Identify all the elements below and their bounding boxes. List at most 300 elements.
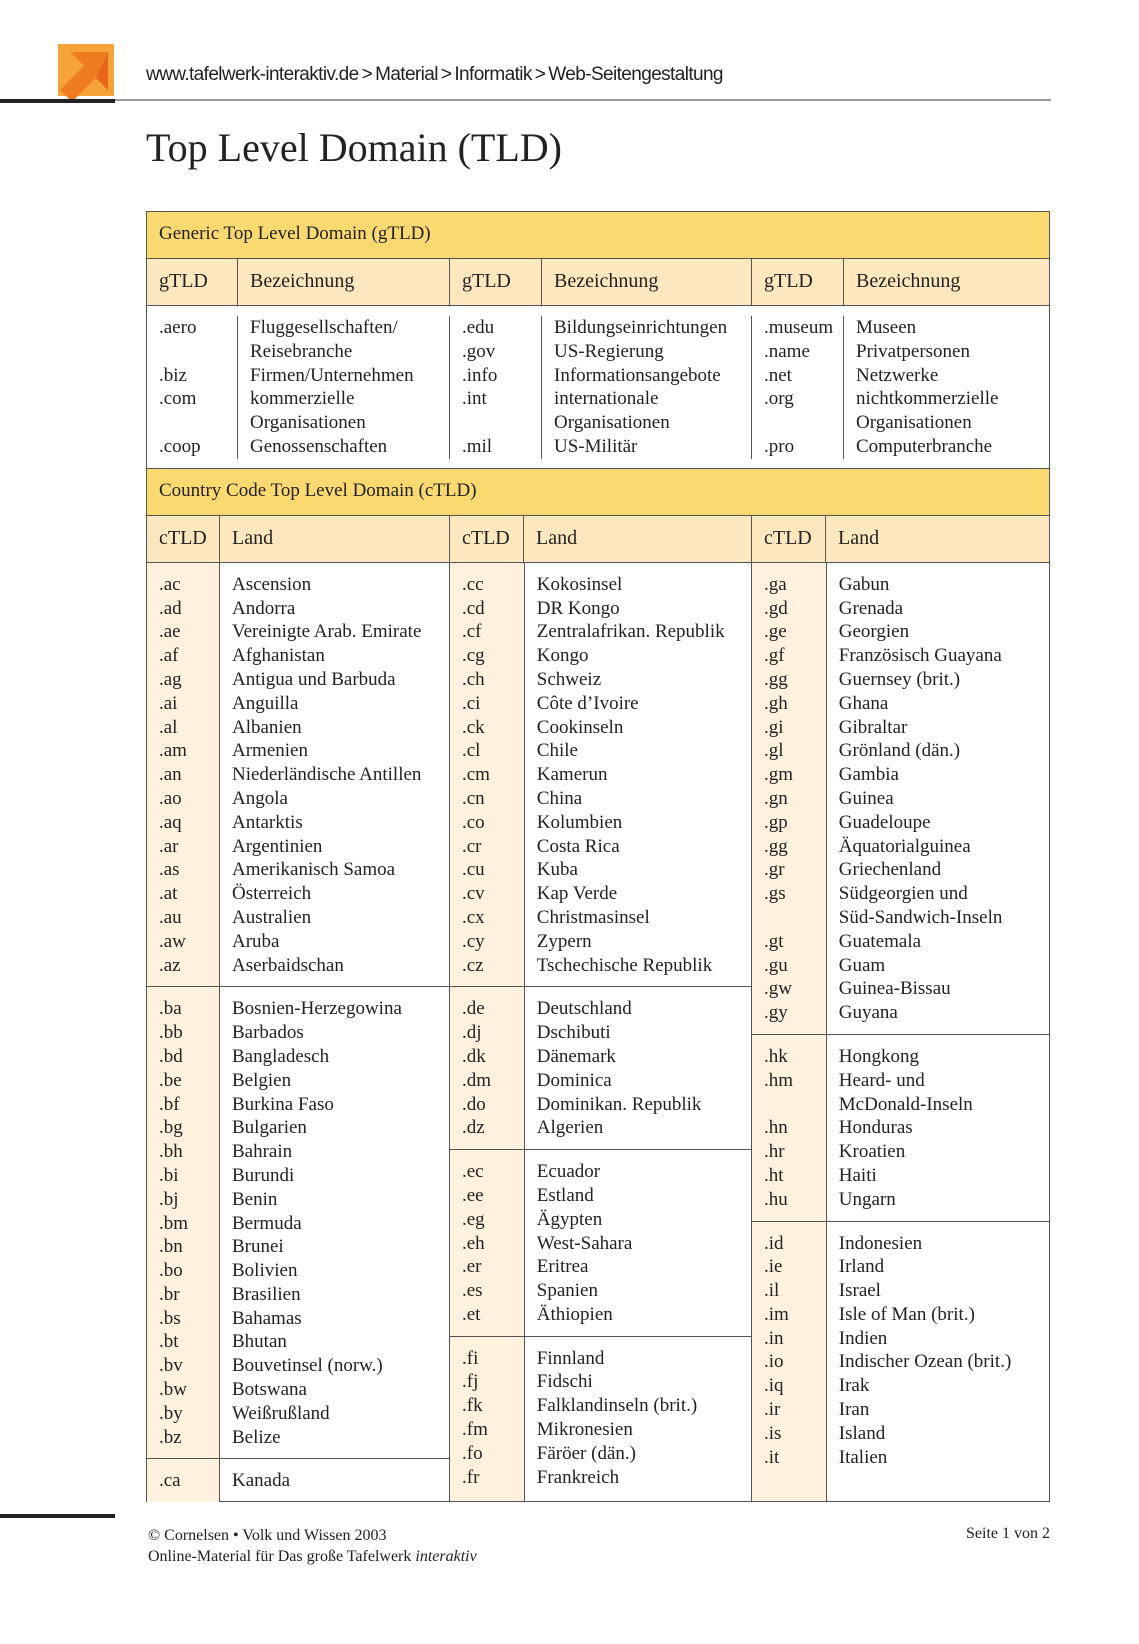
ctld-country: DR Kongo [536, 597, 620, 619]
ctld-code: .fo [462, 1442, 483, 1464]
ctld-country: Gibraltar [838, 716, 908, 738]
ctld-code: .fr [462, 1466, 480, 1488]
gtld-code: .com [159, 388, 197, 410]
gtld-section-header: Generic Top Level Domain (gTLD) [147, 212, 1049, 259]
gtld-description: nichtkommerzielle [856, 388, 999, 410]
ctld-country: West-Sahara [536, 1232, 633, 1254]
ctld-code: .bi [159, 1164, 179, 1186]
ctld-country: Italien [838, 1446, 888, 1468]
ctld-code: .io [764, 1351, 784, 1373]
gtld-code: .aero [159, 317, 197, 338]
ctld-code: .ai [159, 692, 178, 714]
page-number: Seite 1 von 2 [966, 1525, 1050, 1542]
ctld-code: .dz [462, 1117, 485, 1139]
ctld-code: .ao [159, 787, 182, 809]
gtld-description: Reisebranche [250, 340, 353, 362]
ctld-code: .ar [159, 835, 179, 857]
ctld-code: .bv [159, 1355, 183, 1377]
ctld-country: Anguilla [232, 692, 299, 714]
ctld-code: .do [462, 1093, 486, 1115]
ctld-code: .an [159, 764, 182, 786]
breadcrumb-informatik[interactable]: Informatik [454, 64, 532, 85]
gtld-code-cell [751, 316, 843, 459]
ctld-code: .cz [462, 954, 484, 976]
ctld-code: .cu [462, 859, 485, 881]
ctld-country: Grenada [838, 597, 904, 619]
ctld-code: .at [159, 883, 178, 905]
ctld-code: .br [159, 1283, 180, 1305]
ctld-country: Guinea [838, 787, 894, 809]
ctld-country: Bahamas [232, 1307, 302, 1329]
ctld-letter-group [147, 986, 449, 1458]
ctld-code-cell [752, 1035, 826, 1221]
ctld-code: .bj [159, 1188, 179, 1210]
ctld-code: .ci [462, 692, 481, 714]
ctld-code: .dj [462, 1022, 482, 1044]
ctld-letter-group [147, 563, 449, 987]
ctld-country: Südgeorgien und [838, 883, 968, 905]
ctld-country: Barbados [232, 1022, 304, 1044]
ctld-country: Kuba [536, 859, 578, 881]
ctld-code-cell [147, 563, 219, 987]
ctld-code: .gt [764, 930, 784, 952]
ctld-country: Deutschland [536, 998, 632, 1020]
gtld-name-cell [237, 316, 449, 459]
ctld-country: Australien [232, 906, 312, 928]
ctld-country: Belgien [232, 1069, 292, 1091]
ctld-country: Angola [232, 787, 288, 809]
gtld-code: .org [764, 388, 794, 410]
footer-interaktiv: interaktiv [415, 1548, 477, 1565]
ctld-code: .im [764, 1303, 789, 1325]
ctld-code-cell [450, 987, 524, 1149]
ctld-code: .ch [462, 668, 485, 690]
ctld-body [147, 563, 1049, 1501]
ctld-country: Guyana [838, 1002, 898, 1024]
ctld-code: .er [462, 1256, 482, 1278]
ctld-country: Bulgarien [232, 1117, 307, 1139]
ctld-country: Ghana [838, 692, 889, 714]
ctld-country: Äthiopien [536, 1303, 613, 1325]
ctld-country: Bahrain [232, 1141, 293, 1163]
ctld-country: Benin [232, 1188, 278, 1210]
ctld-code: .cd [462, 597, 485, 619]
gtld-name-header: Bezeichnung [541, 259, 751, 305]
ctld-code: .aq [159, 811, 182, 833]
ctld-letter-group [450, 563, 751, 987]
ctld-country: Ascension [232, 573, 312, 595]
ctld-code: .ht [764, 1164, 784, 1186]
ctld-code: .gu [764, 954, 788, 976]
ctld-country: Isle of Man (brit.) [838, 1303, 975, 1325]
ctld-country: Israel [838, 1280, 881, 1302]
ctld-code: .ie [764, 1256, 783, 1278]
ctld-code: .hk [764, 1045, 788, 1067]
ctld-code: .ac [159, 573, 181, 595]
ctld-code: .gh [764, 692, 788, 714]
gtld-code: .museum [764, 317, 834, 338]
ctld-country: Amerikanisch Samoa [232, 859, 396, 881]
ctld-code-header: cTLD [159, 526, 207, 549]
ctld-name-header: Land [523, 516, 751, 562]
ctld-country: Kongo [536, 645, 589, 667]
ctld-country: Botswana [232, 1379, 307, 1401]
ctld-code: .ee [462, 1184, 484, 1206]
ctld-country: Dschibuti [536, 1022, 611, 1044]
ctld-country-cell [219, 563, 449, 987]
ctld-country: Bolivien [232, 1260, 298, 1282]
ctld-code: .aw [159, 930, 186, 952]
ctld-country: Estland [536, 1184, 594, 1206]
ctld-code-cell [147, 987, 219, 1458]
footer-online-material [148, 1546, 477, 1567]
ctld-code: .gl [764, 740, 784, 762]
gtld-description: US-Regierung [554, 340, 664, 362]
ctld-code: .dm [462, 1069, 492, 1091]
ctld-code: .cm [462, 764, 490, 786]
ctld-code: .gf [764, 645, 785, 667]
ctld-code: .gg [764, 668, 788, 690]
ctld-country: Antarktis [232, 811, 303, 833]
ctld-country: Iran [838, 1399, 870, 1421]
ctld-country: Kamerun [536, 764, 608, 786]
gtld-code [764, 411, 843, 435]
ctld-code: .de [462, 998, 485, 1020]
tld-table [146, 211, 1050, 1502]
gtld-description: Privatpersonen [856, 340, 970, 362]
ctld-code: .fi [462, 1347, 479, 1369]
breadcrumb-separator: > [440, 64, 452, 85]
gtld-description: Fluggesellschaften/ [250, 317, 398, 338]
ctld-country: Niederländische Antillen [232, 764, 422, 786]
ctld-code: .bt [159, 1331, 179, 1353]
footer-copyright: © Cornelsen • Volk und Wissen 2003 [148, 1527, 387, 1544]
ctld-country: Gabun [838, 573, 890, 595]
ctld-code: .bm [159, 1212, 189, 1234]
ctld-country: Guinea-Bissau [838, 978, 951, 1000]
ctld-code: .iq [764, 1375, 784, 1397]
ctld-code-cell [450, 563, 524, 987]
ctld-code: .cl [462, 740, 481, 762]
ctld-code: .cy [462, 930, 485, 952]
ctld-country: Côte d’Ivoire [536, 692, 639, 714]
ctld-code: .bs [159, 1307, 181, 1329]
ctld-country: Bermuda [232, 1212, 302, 1234]
ctld-letter-group [450, 986, 751, 1149]
ctld-code: .cg [462, 645, 485, 667]
gtld-code [159, 340, 237, 364]
gtld-description: Organisationen [856, 412, 972, 434]
gtld-description: Organisationen [250, 412, 366, 434]
ctld-code: .gs [764, 883, 786, 905]
ctld-country: Griechenland [838, 859, 942, 881]
ctld-code: .af [159, 645, 179, 667]
gtld-code: .net [764, 364, 792, 386]
ctld-country: Burkina Faso [232, 1093, 334, 1115]
ctld-country: Bhutan [232, 1331, 287, 1353]
ctld-code: .ae [159, 621, 181, 643]
ctld-code: .be [159, 1069, 182, 1091]
ctld-country: Irak [838, 1375, 870, 1397]
ctld-code [764, 1093, 826, 1117]
breadcrumb-material[interactable]: Material [375, 64, 438, 85]
ctld-code-cell [752, 1222, 826, 1501]
ctld-country: Ägypten [536, 1208, 603, 1230]
ctld-country: Brunei [232, 1236, 284, 1258]
ctld-country: Bosnien-Herzegowina [232, 998, 402, 1020]
breadcrumb-site[interactable]: www.tafelwerk-interaktiv.de [146, 64, 359, 85]
gtld-description: Firmen/Unternehmen [250, 364, 414, 386]
ctld-code: .id [764, 1232, 784, 1254]
ctld-code: .hr [764, 1141, 785, 1163]
ctld-country: Schweiz [536, 668, 602, 690]
gtld-code: .int [462, 388, 487, 410]
gtld-code: .biz [159, 364, 187, 386]
ctld-code: .bg [159, 1117, 183, 1139]
gtld-code: .info [462, 364, 498, 386]
ctld-section-header: Country Code Top Level Domain (cTLD) [147, 469, 1049, 516]
gtld-description: Computerbranche [856, 435, 993, 457]
ctld-country: Ungarn [838, 1188, 896, 1210]
ctld-code: .eg [462, 1208, 485, 1230]
ctld-country: Guatemala [838, 930, 922, 952]
ctld-country: Äquatorialguinea [838, 835, 971, 857]
ctld-code: .ag [159, 668, 182, 690]
footer-online-text: Online-Material für Das große Tafelwerk [148, 1548, 416, 1565]
ctld-code-cell [450, 1337, 524, 1501]
gtld-code: .mil [462, 435, 493, 457]
ctld-code: .ca [159, 1470, 181, 1492]
ctld-code: .ga [764, 573, 787, 595]
ctld-country: Weißrußland [232, 1402, 330, 1424]
ctld-code: .gn [764, 787, 788, 809]
ctld-code: .bz [159, 1426, 182, 1448]
ctld-country: Eritrea [536, 1256, 589, 1278]
ctld-country-cell [219, 1459, 449, 1502]
ctld-country: Tschechische Republik [536, 954, 713, 976]
ctld-country: Island [838, 1422, 886, 1444]
ctld-code-header: cTLD [751, 516, 825, 562]
gtld-code-header: gTLD [159, 270, 208, 292]
gtld-description: Organisationen [554, 412, 670, 434]
ctld-country: Kroatien [838, 1141, 906, 1163]
ctld-country: Finnland [536, 1347, 605, 1369]
ctld-letter-group [752, 1034, 1049, 1221]
ctld-code: .cc [462, 573, 484, 595]
gtld-code [159, 411, 237, 435]
ctld-code: .il [764, 1280, 780, 1302]
ctld-code: .dk [462, 1045, 486, 1067]
ctld-code: .az [159, 954, 181, 976]
gtld-description: Bildungseinrichtungen [554, 317, 728, 338]
gtld-name-header: Bezeichnung [237, 259, 449, 305]
ctld-country: Irland [838, 1256, 885, 1278]
ctld-code: .bd [159, 1045, 183, 1067]
gtld-column-headers [147, 259, 1049, 306]
tafelwerk-logo-icon [56, 44, 116, 104]
ctld-country-cell [826, 1222, 1049, 1501]
gtld-description: Informationsangebote [554, 364, 721, 386]
gtld-code-cell [449, 316, 541, 459]
gtld-description: Museen [856, 317, 917, 338]
ctld-letter-group [450, 1336, 751, 1501]
ctld-code: .is [764, 1422, 782, 1444]
ctld-country: Guernsey (brit.) [838, 668, 961, 690]
ctld-code: .bb [159, 1022, 183, 1044]
gtld-code: .coop [159, 435, 201, 457]
ctld-code: .fk [462, 1395, 483, 1417]
ctld-country-cell [524, 563, 751, 987]
ctld-country: Algerien [536, 1117, 604, 1139]
ctld-country: Zypern [536, 930, 592, 952]
ctld-country-cell [524, 987, 751, 1149]
ctld-letter-group [752, 563, 1049, 1034]
ctld-country: Kanada [232, 1470, 291, 1492]
gtld-description: US-Militär [554, 435, 638, 457]
ctld-code: .et [462, 1303, 481, 1325]
ctld-column [449, 563, 751, 1501]
breadcrumb-web[interactable]: Web-Seitengestaltung [548, 64, 723, 85]
ctld-name-header: Land [219, 516, 449, 562]
ctld-code: .bn [159, 1236, 183, 1258]
ctld-country: Chile [536, 740, 578, 762]
ctld-code: .cr [462, 835, 482, 857]
ctld-code: .it [764, 1446, 780, 1468]
ctld-country: Dominikan. Republik [536, 1093, 702, 1115]
ctld-code: .co [462, 811, 485, 833]
breadcrumb-separator: > [361, 64, 373, 85]
ctld-letter-group [752, 1221, 1049, 1501]
ctld-country-cell [219, 987, 449, 1458]
gtld-code-header: gTLD [449, 259, 541, 305]
header-rule-black [0, 99, 115, 103]
ctld-country: Haiti [838, 1164, 877, 1186]
ctld-code: .bh [159, 1141, 183, 1163]
ctld-code-cell [752, 563, 826, 1034]
ctld-code: .gw [764, 978, 792, 1000]
ctld-code: .fj [462, 1371, 479, 1393]
ctld-country: Indien [838, 1327, 888, 1349]
gtld-name-cell [843, 316, 1049, 459]
gtld-code: .gov [462, 340, 496, 362]
ctld-code: .gg [764, 835, 788, 857]
ctld-column-headers [147, 516, 1049, 563]
gtld-name-header: Bezeichnung [843, 259, 1049, 305]
ctld-code: .by [159, 1402, 183, 1424]
ctld-country: Brasilien [232, 1283, 301, 1305]
ctld-country: Cookinseln [536, 716, 624, 738]
gtld-code [462, 411, 541, 435]
gtld-body [147, 306, 1049, 469]
gtld-code: .pro [764, 435, 795, 457]
ctld-country: Französisch Guayana [838, 645, 1002, 667]
ctld-country: Dominica [536, 1069, 612, 1091]
ctld-code: .cf [462, 621, 482, 643]
ctld-code: .as [159, 859, 180, 881]
header-rule-gray [115, 99, 1051, 101]
ctld-code: .ad [159, 597, 182, 619]
ctld-country: Heard- und [838, 1069, 925, 1091]
ctld-code: .bf [159, 1093, 180, 1115]
ctld-code: .ge [764, 621, 787, 643]
ctld-code: .gr [764, 859, 785, 881]
footer-rule [0, 1514, 115, 1518]
ctld-name-header: Land [825, 516, 1049, 562]
ctld-country: Guadeloupe [838, 811, 931, 833]
ctld-country: Honduras [838, 1117, 913, 1139]
ctld-country: Armenien [232, 740, 308, 762]
ctld-country-cell [826, 563, 1049, 1034]
ctld-code [764, 906, 826, 930]
gtld-description: Genossenschaften [250, 435, 388, 457]
ctld-country: Aserbaidschan [232, 954, 344, 976]
ctld-code: .ir [764, 1399, 781, 1421]
ctld-code: .in [764, 1327, 784, 1349]
ctld-code: .gd [764, 597, 788, 619]
ctld-code: .ck [462, 716, 485, 738]
ctld-country: Christmasinsel [536, 906, 650, 928]
ctld-country: Bangladesch [232, 1045, 330, 1067]
gtld-description: kommerzielle [250, 388, 355, 410]
ctld-code: .au [159, 906, 182, 928]
ctld-country-cell [524, 1337, 751, 1501]
ctld-country: Mikronesien [536, 1419, 633, 1441]
ctld-code: .am [159, 740, 187, 762]
ctld-code: .fm [462, 1419, 488, 1441]
ctld-country: Indischer Ozean (brit.) [838, 1351, 1012, 1373]
ctld-country-cell [524, 1150, 751, 1336]
ctld-code: .cx [462, 906, 485, 928]
ctld-code: .hn [764, 1117, 788, 1139]
ctld-code: .hm [764, 1069, 794, 1091]
ctld-country: Afghanistan [232, 645, 325, 667]
ctld-country: Gambia [838, 764, 899, 786]
ctld-country: China [536, 787, 583, 809]
ctld-country-cell [826, 1035, 1049, 1221]
ctld-country: Färöer (dän.) [536, 1442, 636, 1464]
gtld-code: .name [764, 340, 810, 362]
ctld-country: Kokosinsel [536, 573, 623, 595]
ctld-code: .cn [462, 787, 485, 809]
footer [148, 1525, 477, 1567]
gtld-code-cell [147, 316, 237, 459]
page-title: Top Level Domain (TLD) [146, 125, 562, 170]
gtld-description: internationale [554, 388, 659, 410]
ctld-country: Spanien [536, 1280, 598, 1302]
ctld-code-cell [147, 1459, 219, 1502]
ctld-country: Frankreich [536, 1466, 620, 1488]
breadcrumb-separator: > [534, 64, 546, 85]
ctld-country: Ecuador [536, 1161, 601, 1183]
ctld-code: .ba [159, 998, 182, 1020]
ctld-code: .eh [462, 1232, 485, 1254]
ctld-country: Indonesien [838, 1232, 923, 1254]
ctld-code: .hu [764, 1188, 788, 1210]
ctld-country: Falklandinseln (brit.) [536, 1395, 698, 1417]
ctld-country: Dänemark [536, 1045, 616, 1067]
ctld-country: Zentralafrikan. Republik [536, 621, 725, 643]
ctld-country: Argentinien [232, 835, 323, 857]
gtld-code-header: gTLD [751, 259, 843, 305]
ctld-code: .al [159, 716, 178, 738]
ctld-country: Kap Verde [536, 883, 618, 905]
ctld-code: .bw [159, 1379, 187, 1401]
ctld-country: Süd-Sandwich-Inseln [838, 906, 1003, 928]
ctld-code: .bo [159, 1260, 183, 1282]
gtld-description: Netzwerke [856, 364, 939, 386]
ctld-country: Antigua und Barbuda [232, 668, 396, 690]
ctld-country: Belize [232, 1426, 281, 1448]
